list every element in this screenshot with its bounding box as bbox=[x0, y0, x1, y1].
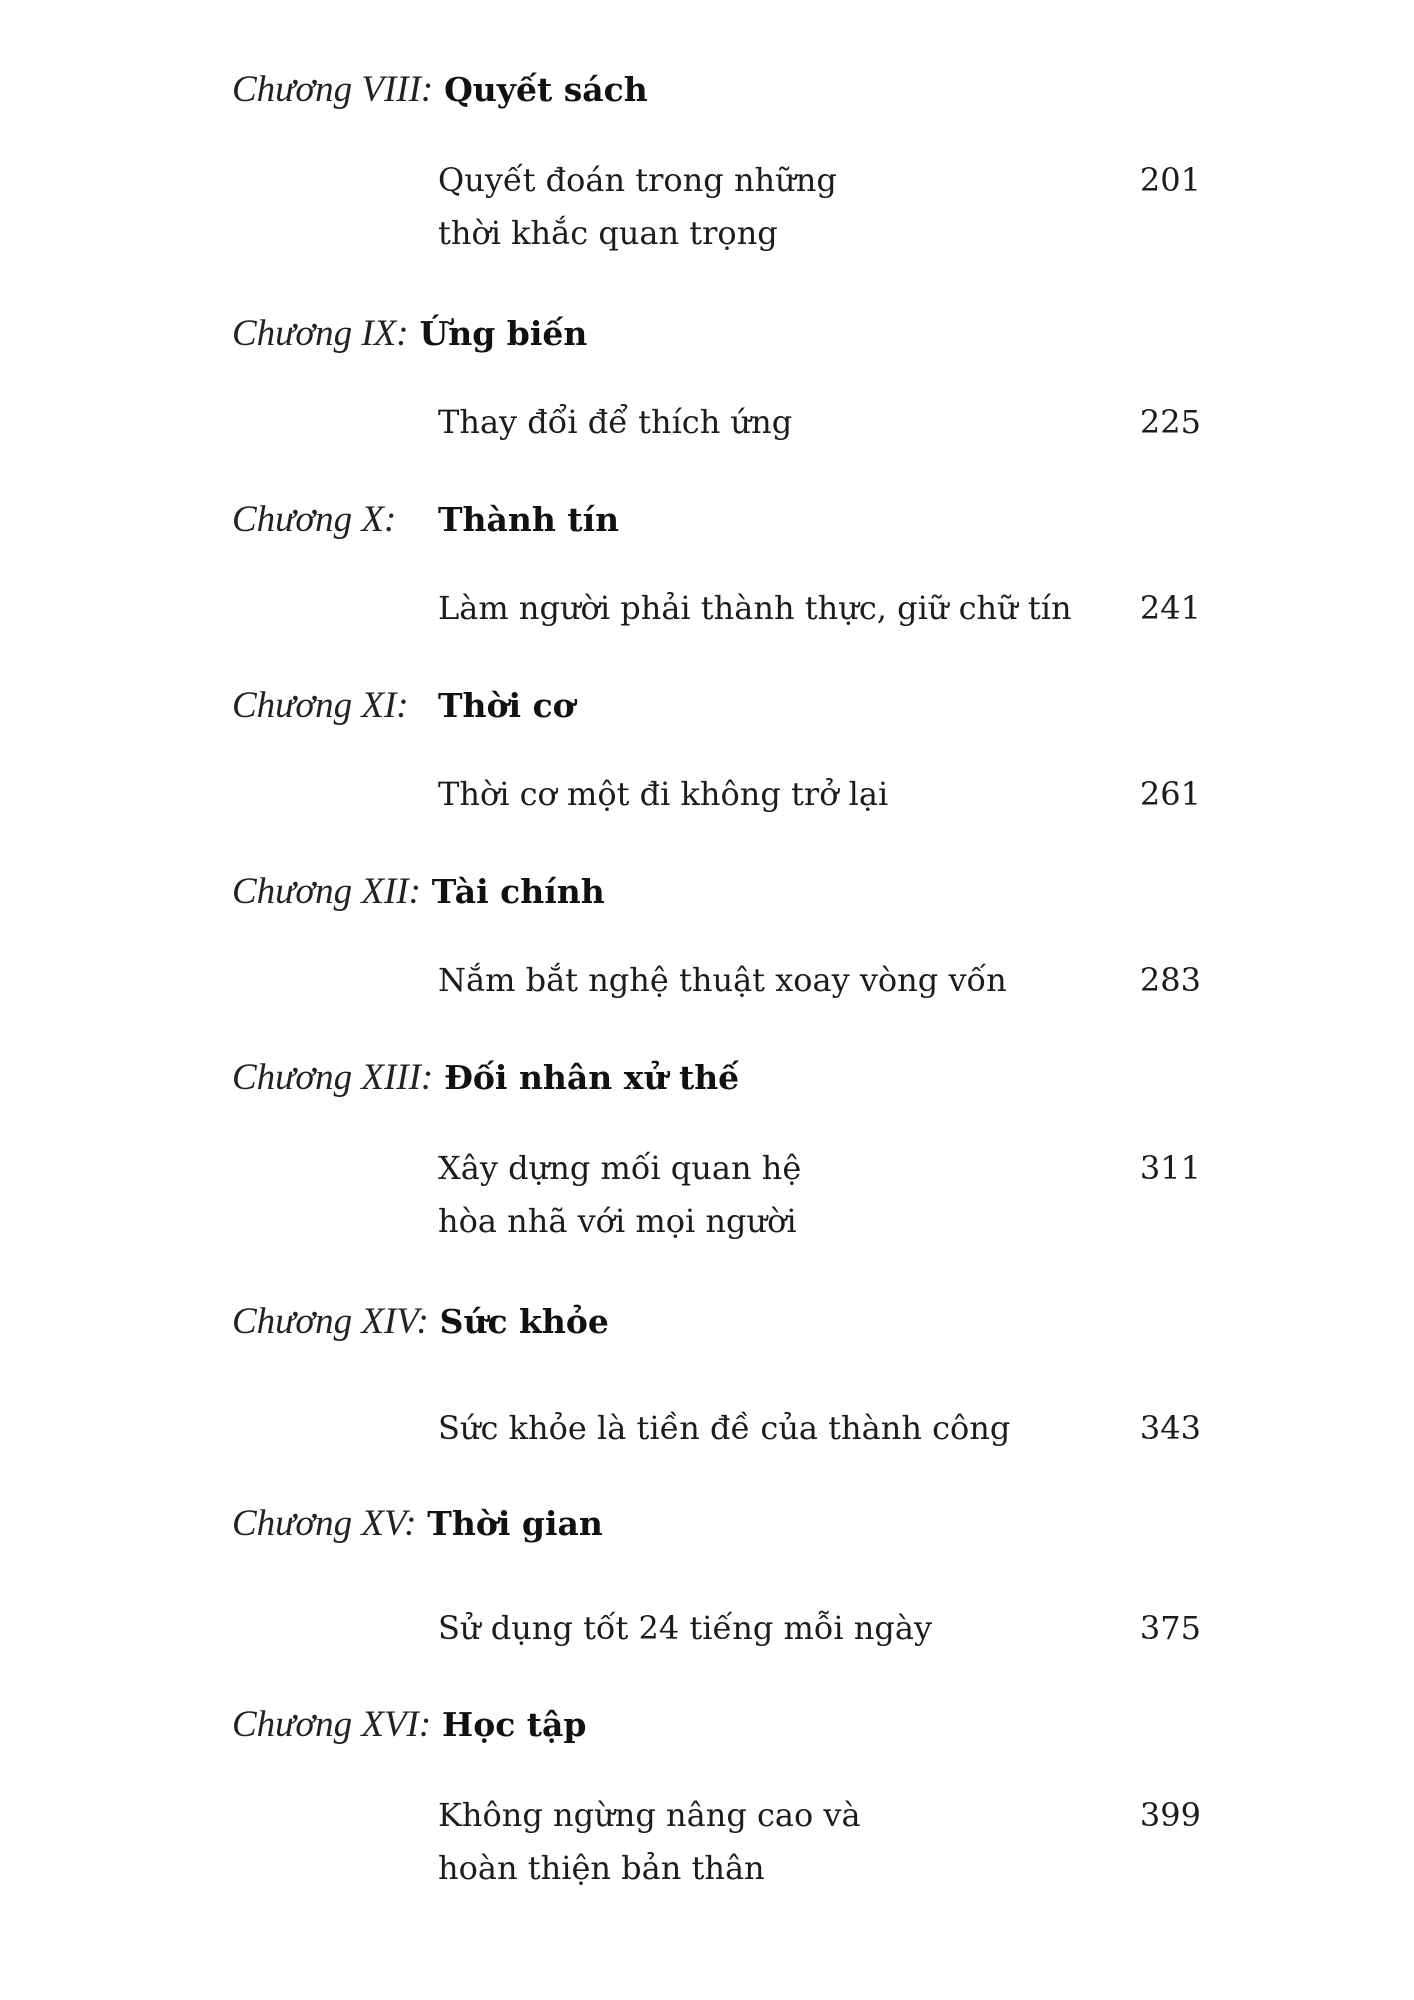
page-number: 261 bbox=[1139, 775, 1201, 813]
page-number: 375 bbox=[1139, 1609, 1201, 1647]
chapter-heading bbox=[232, 1502, 603, 1546]
subtitle-line: Xây dựng mối quan hệ bbox=[438, 1149, 802, 1187]
chapter-number: Chương XIII: bbox=[232, 1057, 434, 1098]
chapter-number: Chương VIII: bbox=[232, 69, 434, 110]
chapter-heading bbox=[232, 68, 648, 112]
subtitle-line: Sử dụng tốt 24 tiếng mỗi ngày bbox=[438, 1609, 933, 1647]
page-number: 343 bbox=[1139, 1409, 1201, 1447]
subtitle-line: Thời cơ một đi không trở lại bbox=[438, 775, 889, 813]
subtitle-line: Thay đổi để thích ứng bbox=[438, 403, 793, 441]
chapter-number: Chương XII: bbox=[232, 871, 421, 912]
chapter-title: Sức khỏe bbox=[439, 1302, 609, 1341]
chapter-title: Quyết sách bbox=[444, 70, 648, 109]
chapter-number: Chương XV: bbox=[232, 1503, 417, 1544]
chapter-heading bbox=[232, 498, 619, 542]
page-number: 311 bbox=[1139, 1149, 1201, 1187]
page-number: 201 bbox=[1139, 161, 1201, 199]
chapter-title: Thời gian bbox=[427, 1504, 603, 1543]
subtitle-line: Làm người phải thành thực, giữ chữ tín bbox=[438, 589, 1072, 627]
chapter-title: Ứng biến bbox=[419, 314, 588, 353]
subtitle-text bbox=[438, 396, 1078, 449]
subtitle-text bbox=[438, 582, 1138, 635]
chapter-title: Đối nhân xử thế bbox=[444, 1058, 740, 1097]
chapter-title: Tài chính bbox=[431, 872, 605, 911]
page-number: 399 bbox=[1139, 1796, 1201, 1834]
subtitle-text bbox=[438, 954, 1078, 1007]
chapter-number: Chương XI: bbox=[232, 685, 409, 726]
chapter-heading bbox=[232, 1056, 739, 1100]
subtitle-line: thời khắc quan trọng bbox=[438, 214, 778, 252]
subtitle-line: Không ngừng nâng cao và bbox=[438, 1796, 861, 1834]
chapter-number: Chương XIV: bbox=[232, 1301, 429, 1342]
subtitle-line: hoàn thiện bản thân bbox=[438, 1849, 765, 1887]
subtitle-text bbox=[438, 768, 1078, 821]
chapter-heading bbox=[232, 1300, 609, 1344]
chapter-number: Chương XVI: bbox=[232, 1704, 432, 1745]
page-number: 241 bbox=[1139, 589, 1201, 627]
subtitle-text bbox=[438, 1789, 1078, 1895]
chapter-heading bbox=[232, 684, 575, 728]
subtitle-line: hòa nhã với mọi người bbox=[438, 1202, 797, 1240]
chapter-title: Học tập bbox=[442, 1705, 587, 1744]
subtitle-line: Sức khỏe là tiền đề của thành công bbox=[438, 1409, 1011, 1447]
chapter-heading bbox=[232, 312, 587, 356]
chapter-heading bbox=[232, 1703, 587, 1747]
chapter-title: Thời cơ bbox=[438, 686, 575, 725]
subtitle-line: Nắm bắt nghệ thuật xoay vòng vốn bbox=[438, 961, 1007, 999]
subtitle-text bbox=[438, 154, 1078, 260]
chapter-number: Chương IX: bbox=[232, 313, 409, 354]
chapter-number: Chương X: bbox=[232, 499, 397, 540]
page-number: 225 bbox=[1139, 403, 1201, 441]
subtitle-line: Quyết đoán trong những bbox=[438, 161, 837, 199]
page-number: 283 bbox=[1139, 961, 1201, 999]
chapter-heading bbox=[232, 870, 605, 914]
chapter-title: Thành tín bbox=[438, 500, 620, 539]
subtitle-text bbox=[438, 1402, 1078, 1455]
subtitle-text bbox=[438, 1602, 1078, 1655]
subtitle-text bbox=[438, 1142, 1078, 1248]
